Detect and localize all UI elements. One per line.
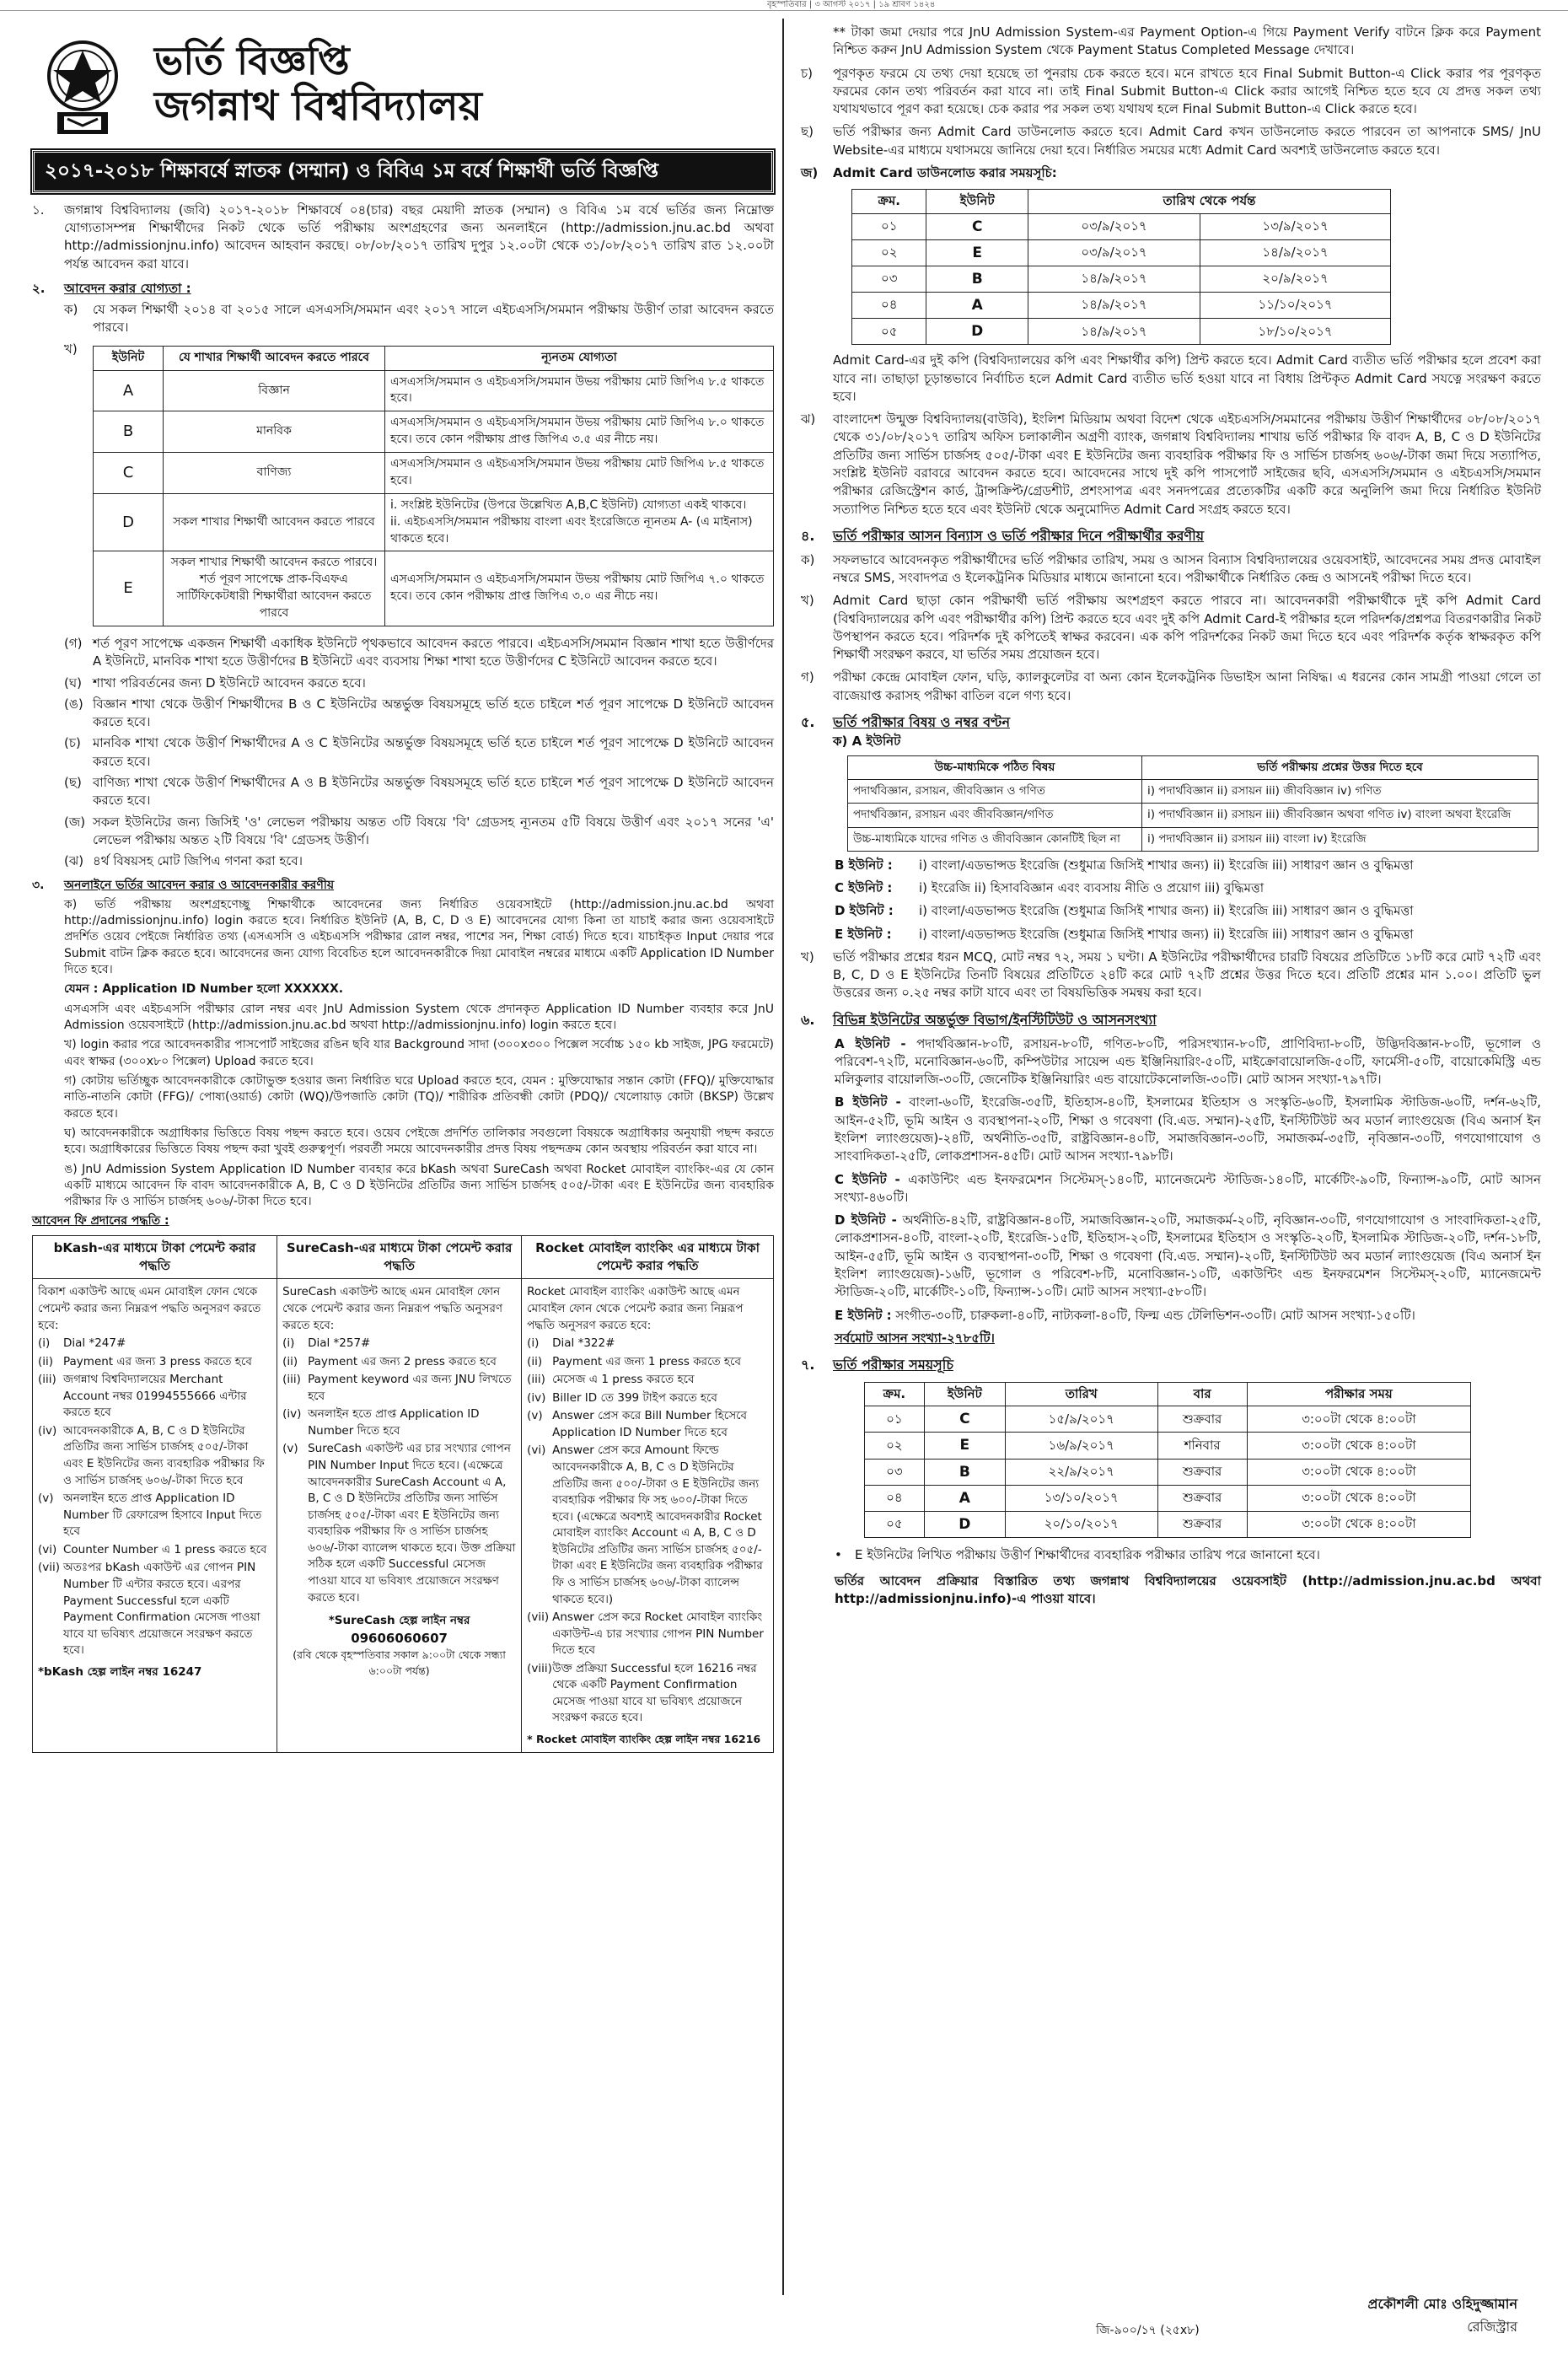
- table-header: ভর্তি পরীক্ষায় প্রশ্নের উত্তর দিতে হবে: [1141, 756, 1538, 780]
- list-item: (iv) Biller ID তে 399 টাইপ করতে হবে: [527, 1390, 717, 1405]
- unit-cell: B: [94, 411, 164, 453]
- list-item: শাখা পরিবর্তনের জন্য D ইউনিটে আবেদন করতে হবে।: [93, 675, 366, 691]
- table-row: পদার্থবিজ্ঞান, রসায়ন এবং জীববিজ্ঞান/গণিত i) পদার্থবিজ্ঞান ii) রসায়ন iii) জীববিজ্ঞান অথবা গণিত iv) বাংলা অথবা ইংরেজি: [848, 804, 1538, 827]
- section-3-title: অনলাইনে ভর্তির আবেদন করার ও আবেদনকারীর করণীয়: [64, 878, 335, 892]
- list-item: (ii) Payment এর জন্য 2 press করতে হবে: [282, 1354, 497, 1368]
- rocket-helpline: * Rocket মোবাইল ব্যাংকিং হেল্প লাইন নম্বর 16216: [527, 1733, 761, 1746]
- apply-instruction-ka: ক) ভর্তি পরীক্ষায় অংশগ্রহণেচ্ছু শিক্ষার্থীকে আবেদনের জন্য নির্ধারিত ওয়েবসাইটে (http://admission.jnu.ac.bd অথবা http://admissionjnu.info) login করতে হবে। নির্ধারিত ইউনিট (A, B, C, D ও E) আবেদনের যোগ্য কিনা তা যাচাই করার জন্য ওয়েবসাইটে প্রদর্শিত ওয়েব পেইজে নির্ধারিত তথ্য (এসএসসি ও এইচএসসি পরীক্ষার রোল নম্বর, পাশের সন, শিক্ষা বোর্ড) দিতে হবে। যাচাইকৃত Input দেয়ার পরে Submit বাটন ক্লিক করতে হবে। আবেদনের জন্য যোগ্য বিবেচিত হলে আবেদনকারীকে দিয়া মোবাইল নম্বরের মাধ্যমে একটি Application ID Number দিতে হবে।: [64, 897, 774, 977]
- section-3: [32, 878, 774, 1230]
- table-header: পরীক্ষার সময়: [1247, 1382, 1470, 1406]
- section-number: ১.: [32, 202, 45, 218]
- unit-cell: D: [94, 493, 164, 551]
- notice-title: ভর্তি বিজ্ঞপ্তি: [154, 37, 350, 83]
- list-item: (viii) উক্ত প্রক্রিয়া Successful হলে 16216 নম্বর থেকে একটি Payment Confirmation মেসেজ পাওয়া যাবে যা ভবিষ্যৎ প্রয়োজনে সংরক্ষণ করতে হবে।: [527, 1661, 757, 1725]
- a-unit-label: ক) A ইউনিট: [833, 733, 901, 749]
- table-row: ০৫ D ১৪/৯/২০১৭ ১৮/১০/২০১৭: [852, 319, 1391, 345]
- table-header: তারিখ: [1005, 1382, 1157, 1406]
- surecash-steps: [277, 1279, 522, 1753]
- branch-cell: বিজ্ঞান: [164, 370, 385, 411]
- bkash-intro: বিকাশ একাউন্ট আছে এমন মোবাইল ফোন থেকে পেমেন্ট করার জন্য নিম্নরূপ পদ্ধতি অনুসরণ করতে হবে:: [38, 1285, 261, 1332]
- university-name: জগন্নাথ বিশ্ববিদ্যালয়: [154, 82, 482, 130]
- list-item: গ) পরীক্ষা কেন্দ্রে মোবাইল ফোন, ঘড়ি, ক্যালকুলেটর বা অন্য কোন ইলেকট্রনিক ডিভাইস আনা নিষিদ্ধ। এ ধরনের কোন সামগ্রী পাওয়া গেলে তা বাজেয়াপ্ত করাসহ পরীক্ষা বাতিল বলে গণ্য হবে।: [801, 669, 1541, 703]
- e-unit-note: • E ইউনিটের লিখিত পরীক্ষায় উত্তীর্ণ শিক্ষার্থীদের ব্যবহারিক পরীক্ষার তারিখ পরে জানানো হবে।: [835, 1546, 1541, 1564]
- list-item: (iv) অনলাইন হতে প্রাপ্ত Application ID Number দিতে হবে: [282, 1407, 480, 1438]
- university-logo: [32, 32, 133, 137]
- eligibility-years-text: যে সকল শিক্ষার্থী ২০১৪ বা ২০১৫ সালে এসএসসি/সমমান এবং ২০১৭ সালে এইচএসসি/সমমান পরীক্ষায় উত্তীর্ণ তারা আবেদন করতে পারবে।: [93, 302, 774, 336]
- newspaper-top-strip: [0, 0, 1568, 11]
- table-row: ০৫ D ২০/১০/২০১৭ শুক্রবার ৩:০০টা থেকে ৪:০০টা: [865, 1511, 1471, 1537]
- admit-card-note: Admit Card-এর দুই কপি (বিশ্ববিদ্যালয়ের কপি এবং শিক্ষার্থীর কপি) প্রিন্ট করতে হবে। Admit Card ব্যতীত ভর্তি পরীক্ষার হলে প্রবেশ করা যাবে না। তাছাড়া চূড়ান্তভাবে নির্বাচিত হলে Admit Card ব্যতীত ভর্তি হওয়া যাবে না বিধায় প্রিন্টকৃত Admit Card সযত্নে সংরক্ষণ করতে হবে।: [833, 352, 1541, 404]
- bkash-steps: [33, 1279, 277, 1753]
- fee-instruction: ঙ) JnU Admission System Application ID Number ব্যবহার করে bKash অথবা SureCash অথবা Rocket মোবাইল ব্যাংকিং-এর যে কোন একটি মাধ্যমে আবেদন ফি বাবদ আবেদনকারীকে A, B, C ও D ইউনিটের প্রতিটির জন্য সার্ভিস চার্জসহ ৫০৫/-টাকা এবং E ইউনিটের জন্য ব্যবহারিক পরীক্ষার ফি ও সার্ভিস চার্জসহ ৬০৬/-টাকা দিতে হবে।: [64, 1162, 774, 1209]
- surecash-helpline-label: *SureCash হেল্প লাইন নম্বর: [328, 1614, 470, 1628]
- table-header: ন্যূনতম যোগ্যতা: [385, 346, 774, 370]
- item-label: (ঙ): [64, 696, 83, 712]
- list-item: (iii) মেসেজ এ 1 press করতে হবে: [527, 1373, 695, 1387]
- table-row: ০২ E ১৬/৯/২০১৭ শনিবার ৩:০০টা থেকে ৪:০০টা: [865, 1433, 1471, 1459]
- list-item: (iv) আবেদনকারীকে A, B, C ও D ইউনিটের প্রতিটির জন্য সার্ভিস চার্জসহ ৫০৫/-টাকা এবং E ইউনিটের জন্য ব্যবহারিক পরীক্ষার ফি ও সার্ভিস চার্জসহ ৬০৬/-টাকা দিতে হবে: [38, 1423, 265, 1487]
- table-header: তারিখ থেকে পর্যন্ত: [1028, 190, 1390, 213]
- payment-verify-note: ** টাকা জমা দেয়ার পরে JnU Admission System-এর Payment Option-এ গিয়ে Payment Verify বাটনে ক্লিক করে Payment নিশ্চিত করুন JnU Admission System থেকে Payment Status Completed Message দেখাবে।: [833, 24, 1541, 58]
- section-6-title: ৬. বিভিন্ন ইউনিটের অন্তর্ভুক্ত বিভাগ/ইনস্টিটিউট ও আসনসংখ্যা: [801, 1011, 1157, 1028]
- right-column: [801, 20, 1541, 1609]
- list-item: (ii) Payment এর জন্য 1 press করতে হবে: [527, 1354, 741, 1368]
- a-unit-subject-table: [847, 755, 1538, 852]
- rocket-header: Rocket মোবাইল ব্যাংকিং এর মাধ্যমে টাকা পেমেন্ট করার পদ্ধতি: [522, 1235, 774, 1279]
- item-label: (চ): [64, 735, 81, 751]
- rocket-steps: [522, 1279, 774, 1753]
- table-row: ০৪ A ১৩/১০/২০১৭ শুক্রবার ৩:০০টা থেকে ৪:০০টা: [865, 1485, 1471, 1511]
- list-item: (vii) অতঃপর bKash একাউন্ট এর গোপন PIN Number টি এন্টার করতে হবে। এরপর Payment Successful হলে একটি Payment Confirmation মেসেজ পাওয়া যাবে যা ভবিষ্যৎ প্রয়োজনে সংরক্ষণ করতে হবে।: [38, 1561, 260, 1658]
- exam-format-item: খ) ভর্তি পরীক্ষার প্রশ্নের ধরন MCQ, মোট নম্বর ৭২, সময় ১ ঘণ্টা। A ইউনিটের পরীক্ষার্থীদের চারটি বিষয়ের প্রতিটিতে ১৮টি করে মোট ৭২টি এবং B, C, D ও E ইউনিটের তিনটি বিষয়ের প্রতিটিতে ২৪টি করে মোট ৭২টি প্রশ্নের উত্তর দিতে হবে। প্রতিটি প্রশ্নের মান ১.০০। প্রতিটি ভুল উত্তরের জন্য ০.২৫ নম্বর কাটা যাবে এবং তা বিষয়ভিত্তিক সমন্বয় করা হবে।: [801, 949, 1541, 1001]
- surecash-helpline-hours: (রবি থেকে বৃহস্পতিবার সকাল ৯:০০টা থেকে সন্ধ্যা ৬:০০টা পর্যন্ত): [293, 1648, 506, 1677]
- table-header: ইউনিট: [924, 1382, 1005, 1406]
- list-item: (v) অনলাইন হতে প্রাপ্ত Application ID Number টি রেফারেন্স হিসাবে Input দিতে হবে: [38, 1492, 262, 1539]
- item-label: (জ): [64, 814, 86, 830]
- branch-cell: সকল শাখার শিক্ষার্থী আবেদন করতে পারবে। শর্ত পূরণ সাপেক্ষে প্রাক-বিএফএ সার্টিফিকেটধারী শিক্ষার্থীরা আবেদন করতে পারবে: [164, 551, 385, 626]
- table-row: ০৩ B ২২/৯/২০১৭ শুক্রবার ৩:০০টা থেকে ৪:০০টা: [865, 1459, 1471, 1485]
- table-header: উচ্চ-মাধ্যমিকে পঠিত বিষয়: [848, 756, 1142, 780]
- branch-cell: বাণিজ্য: [164, 453, 385, 494]
- list-item: (vi) Answer প্রেস করে Amount ফিল্ডে আবেদনকারীকে A, B, C ও D ইউনিটের প্রতিটির জন্য ৫০০/-টাকা ও E ইউনিটের জন্য ব্যবহারিক পরীক্ষার ফি সহ ৬০০/-টাকা দিতে হবে। (এক্ষেত্রে অবশ্যই আবেদনকারীর Rocket মোবাইল ব্যাংকিং Account এ A, B, C ও D ইউনিটের প্রতিটির জন্য সার্ভিস চার্জসহ ৫০৫/-টাকা এবং E ইউনিটের জন্য ব্যবহারিক পরীক্ষার ফি ও সার্ভিস চার্জসহ ৬০৬/-টাকা ব্যালেন্স থাকতে হবে।): [527, 1443, 763, 1606]
- table-row: ০১ C ১৫/৯/২০১৭ শুক্রবার ৩:০০টা থেকে ৪:০০টা: [865, 1406, 1471, 1433]
- unit-cell: E: [94, 551, 164, 626]
- list-item: (vi) Counter Number এ 1 press করতে হবে: [38, 1542, 267, 1556]
- unit-subjects-c: C ইউনিট : i) ইংরেজি ii) হিসাববিজ্ঞান এবং ব্যবসায় নীতি ও প্রয়োগ iii) বুদ্ধিমত্তা: [835, 880, 1265, 895]
- list-item: খ) Admit Card ছাড়া কোন পরীক্ষার্থী ভর্তি পরীক্ষায় অংশগ্রহণ করতে পারবে না। আবেদনকারী পরীক্ষার্থীকে দুই কপি Admit Card (বিশ্ববিদ্যালয়ের কপি এবং পরীক্ষার্থীর কপি) প্রিন্ট করতে হবে এবং দুই কপি Admit Card-ই পরীক্ষার হলে পরিদর্শক/প্রশ্নপত্র বিতরণকারীর নিকট উপস্থাপন করতে হবে। পরিদর্শক দুই কপিতেই স্বাক্ষর করবেন। এক কপি পরিদর্শকের নিকট জমা দিতে হবে এবং পরিদর্শক কর্তৃক স্বাক্ষরকৃত কপি শিক্ষার্থী সংরক্ষণ করবে, যা ভর্তির সময় প্রয়োজন হবে।: [801, 593, 1541, 663]
- section-2: [32, 280, 774, 871]
- table-row: পদার্থবিজ্ঞান, রসায়ন, জীববিজ্ঞান ও গণিত i) পদার্থবিজ্ঞান ii) রসায়ন iii) জীববিজ্ঞান iv) গণিত: [848, 780, 1538, 804]
- exam-schedule-table: [864, 1382, 1471, 1538]
- table-row: [94, 551, 774, 626]
- table-row: [94, 453, 774, 494]
- final-submit-item: চ) পূরণকৃত ফরমে যে তথ্য দেয়া হয়েছে তা পুনরায় চেক করতে হবে। মনে রাখতে হবে Final Submit Button-এ Click করার পর পূরণকৃত ফরমের কোন তথ্য পরিবর্তন করা যাবে না। তাই Final Submit Button-এ Click করার আগেই নিশ্চিত হতে হবে যে প্রদত্ত সকল তথ্য যথাযথভাবে পূরণ করা হয়েছে। চেক করার পর সকল তথ্য যথাযথ হলে Final Submit Button-এ Click করতে হবে।: [801, 65, 1541, 119]
- special-applicants-text: বাংলাদেশ উন্মুক্ত বিশ্ববিদ্যালয়(বাউবি), ইংলিশ মিডিয়াম অথবা বিদেশ থেকে এইচএসসি/সমমানের পরীক্ষায় উত্তীর্ণ শিক্ষার্থীদের ০৮/০৮/২০১৭ থেকে ৩১/০৮/২০১৭ তারিখ অফিস চলাকালীন অগ্রণী ব্যাংক, জগন্নাথ বিশ্ববিদ্যালয় শাখায় ভর্তি পরীক্ষার ফি বাবদ A, B, C ও D ইউনিটের প্রতিটির জন্য সার্ভিস চার্জসহ ৫০৫/-টাকা এবং E ইউনিটের জন্য ব্যবহারিক পরীক্ষার ফি ও সার্ভিস চার্জসহ ৬০৬/-টাকা জমা দিয়ে সত্যাপিত, সংশ্লিষ্ট ইউনিট বরাবরে আবেদন করতে হবে। আবেদনের সাথে দুই কপি পাসপোর্ট সাইজের ছবি, এসএসসি/সমমান ও এইচএসসি/সমমান পরীক্ষার রেজিস্ট্রেশন কার্ড, ট্রান্সক্রিপ্ট/গ্রেডশীট, প্রশংসাপত্র এবং সনদপত্রের প্রত্যেকটির একটি করে অনুলিপি জমা দিয়ে নির্ধারিত ইউনিট সত্যাপিত নিশ্চিত হতে হবে এবং ইউনিট থেকে অনুমোদিত Admit Card সংগ্রহ করতে হবে।: [833, 411, 1541, 517]
- fee-method-title: আবেদন ফি প্রদানের পদ্ধতি :: [32, 1214, 169, 1228]
- bkash-helpline: *bKash হেল্প লাইন নম্বর 16247: [38, 1664, 202, 1679]
- seats-a: A ইউনিট - পদার্থবিজ্ঞান-৮০টি, রসায়ন-৮০টি, গণিত-৮০টি, পরিসংখ্যান-৮০টি, প্রাণিবিদ্যা-৮০টি, উদ্ভিদবিজ্ঞান-৮০টি, ভূগোল ও পরিবেশ-৭২টি, মনোবিজ্ঞান-৬০টি, কম্পিউটার সায়েন্স এন্ড ইঞ্জিনিয়ারিং-৫০টি, মাইক্রোবায়োলজি-৫০টি, ফার্মেসী-৫০টি, বায়োকেমিস্ট্রি এন্ড মলিকুলার বায়োলজি-৩০টি, জেনেটিক ইঞ্জিনিয়ারিং এন্ড বায়োটেকনোলজি-৩০টি। মোট আসন সংখ্যা-৭৯৭টি।: [835, 1035, 1541, 1088]
- unit-subjects-b: B ইউনিট : i) বাংলা/এডভান্সড ইংরেজি (শুধুমাত্র জিসিই শাখার জন্য) ii) ইংরেজি iii) সাধারণ জ্ঞান ও বুদ্ধিমত্তা: [835, 857, 1414, 873]
- table-header: ক্রম.: [852, 190, 926, 213]
- list-item: বাণিজ্য শাখা থেকে উত্তীর্ণ শিক্ষার্থীদের A ও B ইউনিটের অন্তর্ভুক্ত বিষয়সমূহে ভর্তি হতে চাইলে শর্ত পূরণ সাপেক্ষে D ইউনিটে আবেদন করতে হবে।: [93, 775, 774, 809]
- list-item: ক) সফলভাবে আবেদনকৃত পরীক্ষার্থীদের ভর্তি পরীক্ষার তারিখ, সময় ও আসন বিন্যাস বিশ্ববিদ্যালয়ের ওয়েবসাইট, আবেদনের সময় প্রদত্ত মোবাইল নম্বরে SMS, সংবাদপত্র ও ইলেকট্রনিক মিডিয়ার মাধ্যমে জানানো হবে। পরীক্ষার্থীকে নির্ধারিত কেন্দ্র ও আসনেই পরীক্ষা দিতে হবে।: [801, 551, 1541, 585]
- list-item: মানবিক শাখা থেকে উত্তীর্ণ শিক্ষার্থীদের A ও C ইউনিটের অন্তর্ভুক্ত বিষয়সমূহে ভর্তি হতে চাইলে শর্ত পূরণ সাপেক্ষে D ইউনিটে আবেদন করতে হবে।: [93, 735, 774, 769]
- table-row: ০৪ A ১৪/৯/২০১৭ ১১/১০/২০১৭: [852, 293, 1391, 319]
- surecash-header: SureCash-এর মাধ্যমে টাকা পেমেন্ট করার পদ্ধতি: [277, 1235, 522, 1279]
- university-emblem-icon: [32, 32, 133, 137]
- seats-b: B ইউনিট - বাংলা-৬০টি, ইংরেজি-৩৫টি, ইতিহাস-৪০টি, ইসলামের ইতিহাস ও সংস্কৃতি-৬০টি, ইসলামিক স্টাডিজ-৬০টি, দর্শন-৬২টি, আইন-৫২টি, ভূমি আইন ও ব্যবস্থাপনা-২০টি, শিক্ষা ও গবেষণা (বি.এড. সম্মান)-২৫টি, ইনস্টিটিউট অব মডার্ন ল্যাংগুয়েজ (বিএ অনার্স ইন ইংলিশ ল্যাংগুয়েজ)-২৪টি, অর্থনীতি-৩৫টি, রাষ্ট্রবিজ্ঞান-৪০টি, সমাজবিজ্ঞান-৩০টি, সমাজকর্ম-৩৫টি, নৃবিজ্ঞান-৩০টি, গণযোগাযোগ ও সাংবাদিকতা-২৫টি, লোকপ্রশাসন-৪৫টি। মোট আসন সংখ্যা-৭৯৮টি।: [835, 1094, 1541, 1164]
- requirement-line: i. সংশ্লিষ্ট ইউনিটের (উপরে উল্লেখিত A,B,C ইউনিট) যোগ্যতা একই থাকবে।: [390, 497, 747, 512]
- requirement-cell: [385, 493, 774, 551]
- section-number: ৩.: [32, 878, 45, 892]
- list-item: ৪র্থ বিষয়সহ মোট জিপিএ গণনা করা হবে।: [93, 853, 303, 869]
- section-1-text: জগন্নাথ বিশ্ববিদ্যালয় (জবি) ২০১৭-২০১৮ শিক্ষাবর্ষে ০৪(চার) বছর মেয়াদী স্নাতক (সম্মান) ও বিবিএ ১ম বর্ষে ভর্তির জন্য নিম্নোক্ত যোগ্যতাসম্পন্ন শিক্ষার্থীদের নিকট থেকে ভর্তি পরীক্ষায় অংশগ্রহণের জন্য অনলাইনে (http://admission.jnu.ac.bd অথবা http://admissionjnu.info) আবেদন আহবান করছে। ০৮/০৮/২০১৭ তারিখ দুপুর ১২.০০টা থেকে ৩১/০৮/২০১৭ তারিখ রাত ১২.০০টা পর্যন্ত আবেদন করা যাবে।: [64, 202, 774, 271]
- item-label: (ছ): [64, 775, 82, 791]
- list-item: (iii) জগন্নাথ বিশ্ববিদ্যালয়ের Merchant Account নম্বর 01994555666 এন্টার করতে হবে: [38, 1373, 247, 1420]
- bullet-icon: •: [835, 1546, 842, 1562]
- requirement-cell: এসএসসি/সমমান ও এইচএসসি/সমমান উভয় পরীক্ষায় মোট জিপিএ ৮.৫ থাকতে হবে।: [385, 370, 774, 411]
- signature-block: [1368, 2293, 1517, 2339]
- item-label: (গ): [64, 635, 83, 651]
- table-row: ০৩ B ১৪/৯/২০১৭ ২০/৯/২০১৭: [852, 266, 1391, 292]
- admit-card-schedule-table: [851, 189, 1391, 345]
- list-item: (v) SureCash একাউন্ট এর চার সংখ্যার গোপন PIN Number Input দিতে হবে। (এক্ষেত্রে আবেদনকারীর SureCash Account এ A, B, C ও D ইউনিটের প্রতিটির জন্য সার্ভিস চার্জসহ ৫০৫/-টাকা এবং E ইউনিটের জন্য ব্যবহারিক পরীক্ষার ফি ও সার্ভিস চার্জসহ ৬০৬/-টাকা ব্যালেন্স থাকতে হবে। উক্ত প্রক্রিয়া সঠিক হলে একটি Successful মেসেজ পাওয়া যাবে যা ভবিষ্যৎ প্রয়োজনে সংরক্ষণ করতে হবে।: [282, 1442, 516, 1605]
- signer-title: রেজিস্ট্রার: [1467, 2319, 1517, 2335]
- list-item: (vii) Answer প্রেস করে Rocket মোবাইল ব্যাংকিং একাউন্ট-এ চার সংখ্যার গোপন PIN Number দিতে হবে: [527, 1610, 764, 1658]
- photo-upload-instruction: খ) login করার পরে আবেদনকারীর পাসপোর্ট সাইজের রঙিন ছবি যার Background সাদা (৩০০x৩০০ পিক্সেল সর্বোচ্চ ১৫০ kb সাইজ, JPG ফরমেটে) এবং স্বাক্ষর (৩০০x৮০ পিক্সেল) Upload করতে হবে।: [64, 1038, 774, 1068]
- section-number: ২.: [32, 280, 46, 296]
- notice-code: জি-৯০০/১৭ (২৫x৮): [1096, 2324, 1200, 2337]
- rocket-intro: Rocket মোবাইল ব্যাংকিং একাউন্ট আছে এমন মোবাইল ফোন থেকে পেমেন্ট করার জন্য নিম্নরূপ পদ্ধতি অনুসরণ করতে হবে:: [527, 1285, 744, 1332]
- notice-banner: ২০১৭-২০১৮ শিক্ষাবর্ষে স্নাতক (সম্মান) ও বিবিএ ১ম বর্ষে শিক্ষার্থী ভর্তি বিজ্ঞপ্তি: [32, 150, 774, 193]
- requirement-line: ii. এইচএসসি/সমমান পরীক্ষায় বাংলা এবং ইংরেজিতে ন্যূনতম A- (এ মাইনাস) থাকতে হবে।: [390, 514, 753, 546]
- unit-cell: A: [94, 370, 164, 411]
- unit-cell: C: [94, 453, 164, 494]
- table-header: ইউনিট: [926, 190, 1028, 213]
- list-item: (i) Dial *257#: [282, 1336, 371, 1351]
- list-item: সকল ইউনিটের জন্য জিসিই 'ও' লেভেল পরীক্ষায় অন্তত ৩টি বিষয়ে 'বি' গ্রেডসহ ন্যূনতম ৫টি বিষয়ে উত্তীর্ণ এবং ২০১৭ সনের 'এ' লেভেল পরীক্ষায় অন্তত ২টি বিষয়ে 'বি' গ্রেডসহ উত্তীর্ণ।: [93, 814, 774, 847]
- table-row: উচ্চ-মাধ্যমিকে যাদের গণিত ও জীববিজ্ঞান কোনটিই ছিল না i) পদার্থবিজ্ঞান ii) রসায়ন iii) বাংলা iv) ইংরেজি: [848, 827, 1538, 851]
- table-row: ০১ C ০৩/৯/২০১৭ ১৩/৯/২০১৭: [852, 213, 1391, 239]
- application-id-example: যেমন : Application ID Number হলো XXXXXX.: [64, 982, 344, 997]
- table-row: [94, 370, 774, 411]
- seats-d: D ইউনিট - অর্থনীতি-৪২টি, রাষ্ট্রবিজ্ঞান-৪০টি, সমাজবিজ্ঞান-২০টি, সমাজকর্ম-২০টি, নৃবিজ্ঞান-৩০টি, গণযোগাযোগ ও সাংবাদিকতা-২৫টি, লোকপ্রশাসন-৪০টি, বাংলা-২০টি, ইংরেজি-১৫টি, ইতিহাস-২০টি, ইসলামের ইতিহাস ও সংস্কৃতি-২০টি, ইসলামিক স্টাডিজ-২০টি, দর্শন-১৮টি, আইন-৫৫টি, ভূমি আইন ও ব্যবস্থাপনা-৩০টি, শিক্ষা ও গবেষণা (বি.এড. সম্মান)-২০টি, ইনস্টিটিউট অব মডার্ন ল্যাংগুয়েজ (বিএ অনার্স ইন ইংলিশ ল্যাংগুয়েজ)-১৬টি, ভূগোল ও পরিবেশ-৮টি, মনোবিজ্ঞান-১০টি, একাউন্টিং এন্ড ইনফরমেশন সিস্টেমস্-২০টি, ম্যানেজমেন্ট স্টাডিজ-২০টি, মার্কেটিং-১০টি, ফিন্যান্স-১০টি। মোট আসন সংখ্যা-৫৮০টি।: [835, 1212, 1541, 1300]
- column-divider: [782, 19, 784, 2295]
- section-2-title: আবেদন করার যোগ্যতা :: [64, 280, 191, 296]
- payment-methods-table: [32, 1235, 774, 1753]
- seats-e: E ইউনিট : সংগীত-৩০টি, চারুকলা-৪০টি, নাট্যকলা-৪০টি, ফিল্ম এন্ড টেলিভিশন-৩০টি। মোট আসন সংখ্যা-১৫০টি।: [835, 1307, 1415, 1323]
- unit-subjects-e: E ইউনিট : i) বাংলা/এডভান্সড ইংরেজি (শুধুমাত্র জিসিই শাখার জন্য) ii) ইংরেজি iii) সাধারণ জ্ঞান ও বুদ্ধিমত্তা: [835, 926, 1414, 942]
- bkash-header: bKash-এর মাধ্যমে টাকা পেমেন্ট করার পদ্ধতি: [33, 1235, 277, 1279]
- list-item: (i) Dial *322#: [527, 1336, 615, 1351]
- notice-header: [32, 25, 774, 143]
- newspaper-date: বৃহস্পতিবার | ৩ আগস্ট ২০১৭ | ১৯ শ্রাবণ ১৪২৪: [767, 0, 936, 9]
- table-row: ০২ E ০৩/৯/২০১৭ ১৪/৯/২০১৭: [852, 239, 1391, 266]
- requirement-cell: এসএসসি/সমমান ও এইচএসসি/সমমান উভয় পরীক্ষায় মোট জিপিএ ৭.০ থাকতে হবে। তবে কোন পরীক্ষায় প্রাপ্ত জিপিএ ৩.০ এর নীচে নয়।: [385, 551, 774, 626]
- table-row: [94, 411, 774, 453]
- admit-download-text: ভর্তি পরীক্ষার জন্য Admit Card ডাউনলোড করতে হবে। Admit Card কখন ডাউনলোড করতে পারবেন তা আপনাকে SMS/ JnU Website-এর মাধ্যমে যথাসময়ে জানিয়ে দেয়া হবে। নির্ধারিত সময়ের মধ্যে Admit Card অবশ্যই ডাউনলোড করতে হবে।: [833, 124, 1541, 158]
- table-header: ইউনিট: [94, 346, 164, 370]
- list-item: শর্ত পূরণ সাপেক্ষে একজন শিক্ষার্থী একাধিক ইউনিটে পৃথকভাবে আবেদন করতে পারবে। এইচএসসি/সমমান বিজ্ঞান শাখা হতে উত্তীর্ণদের A ইউনিটে, মানবিক শাখা হতে উত্তীর্ণদের B ইউনিটে এবং ব্যবসায় শিক্ষা শাখা হতে উত্তীর্ণদের C ইউনিটে আবেদন করতে হবে।: [93, 635, 774, 669]
- section-5-title: ৫. ভর্তি পরীক্ষার বিষয় ও নম্বর বণ্টন: [801, 714, 1011, 731]
- admit-schedule-title: জ) Admit Card ডাউনলোড করার সময়সূচি:: [801, 165, 1057, 181]
- admit-download-item: ছ) ভর্তি পরীক্ষার জন্য Admit Card ডাউনলোড করতে হবে। Admit Card কখন ডাউনলোড করতে পারবেন তা আপনাকে SMS/ JnU Website-এর মাধ্যমে যথাসময়ে জানিয়ে দেয়া হবে। নির্ধারিত সময়ের মধ্যে Admit Card অবশ্যই ডাউনলোড করতে হবে।: [801, 123, 1541, 159]
- signer-name: প্রকৌশলী মোঃ ওহিদুজ্জামান: [1367, 2296, 1517, 2312]
- list-item: (ii) Payment এর জন্য 3 press করতে হবে: [38, 1354, 252, 1368]
- list-item: (iii) Payment keyword এর জন্য JNU লিখতে হবে: [282, 1373, 512, 1403]
- section-1: [32, 202, 774, 273]
- requirement-cell: এসএসসি/সমমান ও এইচএসসি/সমমান উভয় পরীক্ষায় মোট জিপিএ ৮.৫ থাকতে হবে।: [385, 453, 774, 494]
- list-item: বিজ্ঞান শাখা থেকে উত্তীর্ণ শিক্ষার্থীদের B ও C ইউনিটের অন্তর্ভুক্ত বিষয়সমূহে ভর্তি হতে চাইলে শর্ত পূরণ সাপেক্ষে D ইউনিটে আবেদন করতে হবে।: [93, 696, 774, 730]
- website-note: ভর্তির আবেদন প্রক্রিয়ার বিস্তারিত তথ্য জগন্নাথ বিশ্ববিদ্যালয়ের ওয়েবসাইট (http://admission.jnu.ac.bd অথবা http://admissionjnu.info)-এ পাওয়া যাবে।: [835, 1573, 1541, 1607]
- seats-c: C ইউনিট - একাউন্টিং এন্ড ইনফরমেশন সিস্টেমস্-১৪০টি, ম্যানেজমেন্ট স্টাডিজ-১৪০টি, মার্কেটিং-৯০টি, ফিন্যান্স-৯০টি, মোট আসন সংখ্যা-৪৬০টি।: [835, 1171, 1541, 1205]
- surecash-helpline-number: 09606060607: [351, 1630, 448, 1646]
- list-item: (v) Answer প্রেস করে Bill Number হিসেবে Application ID Number দিতে হবে: [527, 1409, 748, 1439]
- unit-subjects-d: D ইউনিট : i) বাংলা/এডভান্সড ইংরেজি (শুধুমাত্র জিসিই শাখার জন্য) ii) ইংরেজি iii) সাধারণ জ্ঞান ও বুদ্ধিমত্তা: [835, 903, 1414, 919]
- eligibility-table: [93, 346, 774, 626]
- requirement-cell: এসএসসি/সমমান ও এইচএসসি/সমমান উভয় পরীক্ষায় মোট জিপিএ ৮.০ থাকতে হবে। তবে কোন পরীক্ষায় প্রাপ্ত জিপিএ ৩.৫ এর নীচে নয়।: [385, 411, 774, 453]
- table-row: [94, 493, 774, 551]
- item-label: (ঘ): [64, 675, 82, 691]
- branch-cell: মানবিক: [164, 411, 385, 453]
- section-7-title: ৭. ভর্তি পরীক্ষার সময়সূচি: [801, 1357, 953, 1374]
- table-header: বার: [1157, 1382, 1247, 1406]
- item-label: ক): [64, 302, 78, 318]
- table-header: ক্রম.: [865, 1382, 925, 1406]
- section-4-title: ৪. ভর্তি পরীক্ষার আসন বিন্যাস ও ভর্তি পরীক্ষার দিনে পরীক্ষার্থীর করণীয়: [801, 527, 1205, 544]
- item-label: (ঝ): [64, 853, 84, 869]
- list-item: (i) Dial *247#: [38, 1336, 126, 1351]
- table-header: যে শাখার শিক্ষার্থী আবেদন করতে পারবে: [164, 346, 385, 370]
- quota-instruction: গ) কোটায় ভর্তিচ্ছুক আবেদনকারীকে কোটাভুক্ত হওয়ার জন্য নির্ধারিত ঘরে Upload করতে হবে, যেমন : মুক্তিযোদ্ধার সন্তান কোটা (FFQ)/ মুক্তিযোদ্ধার নাতি-নাতনি কোটা (FFG)/ পোষ্য(ওয়ার্ড) কোটা (WQ)/উপজাতি কোটা (TQ)/ শারীরিক প্রতিবন্ধী কোটা (PDQ)/ খেলোয়াড় কোটা (BKSP) উল্লেখ করতে হবে।: [64, 1073, 774, 1121]
- left-column: [32, 25, 774, 1758]
- total-seats: সর্বমোট আসন সংখ্যা-২৭৮৫টি।: [835, 1330, 995, 1346]
- login-instruction: এসএসসি এবং এইচএসসি পরীক্ষার রোল নম্বর এবং JnU Admission System থেকে প্রদানকৃত Application ID Number ব্যবহার করে JnU Admission ওয়েবসাইটে (http://admission.jnu.ac.bd অথবা http://admissionjnu.info) login করতে হবে।: [64, 1002, 774, 1033]
- subject-choice-instruction: ঘ) আবেদনকারীকে অগ্রাধিকার ভিত্তিতে বিষয় পছন্দ করতে হবে। ওয়েব পেইজে প্রদর্শিত তালিকার সবগুলো বিষয়কে অগ্রাধিকার অনুযায়ী পছন্দ করতে হবে। অগ্রাধিকারের ভিত্তিতে বিষয় পছন্দ করা খুবই গুরুত্বপূর্ণ। পরবর্তী সময়ে আবেদনকারীর প্রদত্ত বিষয় পছন্দক্রম কোন অবস্থায় পরিবর্তন করা যাবে না।: [64, 1126, 774, 1157]
- surecash-intro: SureCash একাউন্ট আছে এমন মোবাইল ফোন থেকে পেমেন্ট করার জন্য নিম্নরূপ পদ্ধতি অনুসরণ করতে হবে:: [282, 1285, 503, 1332]
- final-submit-text: পূরণকৃত ফরমে যে তথ্য দেয়া হয়েছে তা পুনরায় চেক করতে হবে। মনে রাখতে হবে Final Submit Button-এ Click করার পর পূরণকৃত ফরমের কোন তথ্য পরিবর্তন করা যাবে না। তাই Final Submit Button-এ Click করার আগেই নিশ্চিত হতে হবে যে প্রদত্ত সকল তথ্য যথাযথভাবে পূরণ করা হয়েছে। চেক করার পর সকল তথ্য যথাযথ হলে Final Submit Button-এ Click করতে হবে।: [833, 65, 1541, 117]
- item-label: খ): [64, 341, 78, 357]
- special-applicants-item: ঝ) বাংলাদেশ উন্মুক্ত বিশ্ববিদ্যালয়(বাউবি), ইংলিশ মিডিয়াম অথবা বিদেশ থেকে এইচএসসি/সমমানের পরীক্ষায় উত্তীর্ণ শিক্ষার্থীদের ০৮/০৮/২০১৭ থেকে ৩১/০৮/২০১৭ তারিখ অফিস চলাকালীন অগ্রণী ব্যাংক, জগন্নাথ বিশ্ববিদ্যালয় শাখায় ভর্তি পরীক্ষার ফি বাবদ A, B, C ও D ইউনিটের প্রতিটির জন্য সার্ভিস চার্জসহ ৫০৫/-টাকা এবং E ইউনিটের জন্য ব্যবহারিক পরীক্ষার ফি ও সার্ভিস চার্জসহ ৬০৬/-টাকা জমা দিয়ে সত্যাপিত, সংশ্লিষ্ট ইউনিট বরাবরে আবেদন করতে হবে। আবেদনের সাথে দুই কপি পাসপোর্ট সাইজের ছবি, এসএসসি/সমমান ও এইচএসসি/সমমান পরীক্ষার রেজিস্ট্রেশন কার্ড, ট্রান্সক্রিপ্ট/গ্রেডশীট, প্রশংসাপত্র এবং সনদপত্রের প্রত্যেকটির একটি করে অনুলিপি জমা দিয়ে নির্ধারিত ইউনিট সত্যাপিত নিশ্চিত হতে হবে এবং ইউনিট থেকে অনুমোদিত Admit Card সংগ্রহ করতে হবে।: [801, 411, 1541, 519]
- branch-cell: সকল শাখার শিক্ষার্থী আবেদন করতে পারবে: [164, 493, 385, 551]
